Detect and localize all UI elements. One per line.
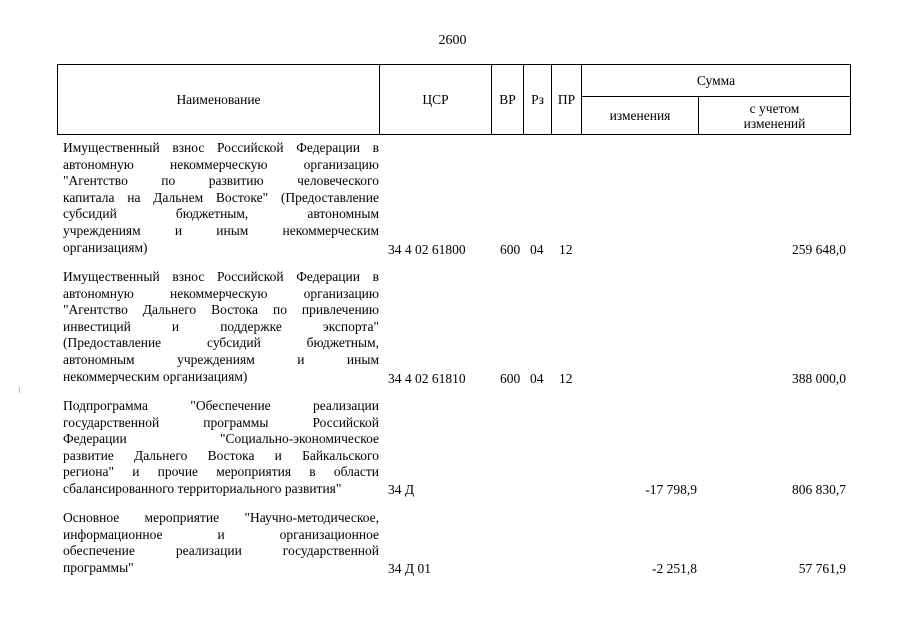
row-name-line: субсидий бюджетным, автономным — [63, 206, 379, 222]
row-name-line: государственной программы Российской — [63, 414, 379, 430]
header-with-changes-line2: изменений — [743, 115, 806, 131]
row-name-line: Подпрограмма "Обеспечение реализации — [63, 398, 379, 413]
row-name-line: инвестиций и поддержке экспорта" — [63, 318, 379, 334]
margin-mark — [19, 387, 20, 393]
row-total: 57 761,9 — [798, 561, 846, 576]
row-vr: 600 — [500, 371, 521, 386]
row-pr: 12 — [559, 371, 573, 386]
row-name-line: некоммерческим организациям) — [63, 368, 248, 384]
header-changes: изменения — [609, 108, 671, 123]
row-rz: 04 — [530, 242, 544, 257]
row-csr: 34 4 02 61810 — [388, 371, 466, 386]
row-name-line: (Предоставление субсидий бюджетным, — [63, 335, 379, 351]
table-row — [57, 269, 851, 391]
row-change: -17 798,9 — [645, 482, 697, 497]
row-name-line: Имущественный взнос Российской Федерации в — [63, 140, 379, 155]
row-name — [63, 269, 379, 385]
header-sum: Сумма — [696, 72, 736, 88]
page-number: 2600 — [438, 33, 467, 48]
header-name: Наименование — [176, 91, 261, 107]
row-name-line: программы" — [63, 559, 134, 575]
row-name — [63, 510, 379, 576]
row-change: -2 251,8 — [652, 561, 697, 576]
header-csr: ЦСР — [422, 91, 449, 107]
row-name-line: информационное и организационное — [63, 526, 379, 542]
row-name-line: "Агентство по развитию человеческого — [63, 173, 379, 189]
row-total: 806 830,7 — [792, 482, 846, 497]
row-name-line: учреждениям и иным некоммерческим — [63, 222, 379, 238]
row-name-line: "Агентство Дальнего Востока по привлечению — [63, 302, 379, 318]
table-header — [57, 64, 851, 135]
row-name-line: организациям) — [63, 239, 148, 255]
header-rz: Рз — [531, 91, 544, 107]
row-csr: 34 4 02 61800 — [388, 242, 466, 257]
row-total: 388 000,0 — [792, 371, 846, 386]
row-name-line: Федерации "Социально-экономическое — [63, 431, 379, 447]
row-name-line: Основное мероприятие "Научно-методическое, — [63, 510, 379, 525]
row-name-line: обеспечение реализации государственной — [63, 543, 379, 559]
row-name — [63, 398, 379, 498]
row-name-line: сбалансированного территориального развития" — [63, 480, 342, 496]
row-name-line: развитие Дальнего Востока и Байкальского — [63, 447, 379, 463]
row-name-line: региона" и прочие мероприятия в области — [63, 464, 379, 480]
row-name — [63, 140, 379, 256]
row-vr: 600 — [500, 242, 521, 257]
table-row — [57, 140, 851, 262]
row-total: 259 648,0 — [792, 242, 846, 257]
row-csr: 34 Д — [388, 482, 415, 497]
row-name-line: капитала на Дальнем Востоке" (Предоставление — [63, 189, 379, 205]
header-vr: ВР — [499, 91, 516, 107]
table-row — [57, 398, 851, 502]
row-name-line: автономным учреждениям и иным — [63, 351, 379, 367]
row-rz: 04 — [530, 371, 544, 386]
header-pr: ПР — [557, 91, 576, 107]
row-name-line: автономную некоммерческую организацию — [63, 156, 379, 172]
row-name-line: Имущественный взнос Российской Федерации в — [63, 269, 379, 284]
row-csr: 34 Д 01 — [388, 561, 431, 576]
row-pr: 12 — [559, 242, 573, 257]
row-name-line: автономную некоммерческую организацию — [63, 285, 379, 301]
table-row — [57, 510, 851, 582]
header-with-changes — [699, 97, 850, 134]
header-with-changes-line1: с учетом — [749, 100, 800, 116]
